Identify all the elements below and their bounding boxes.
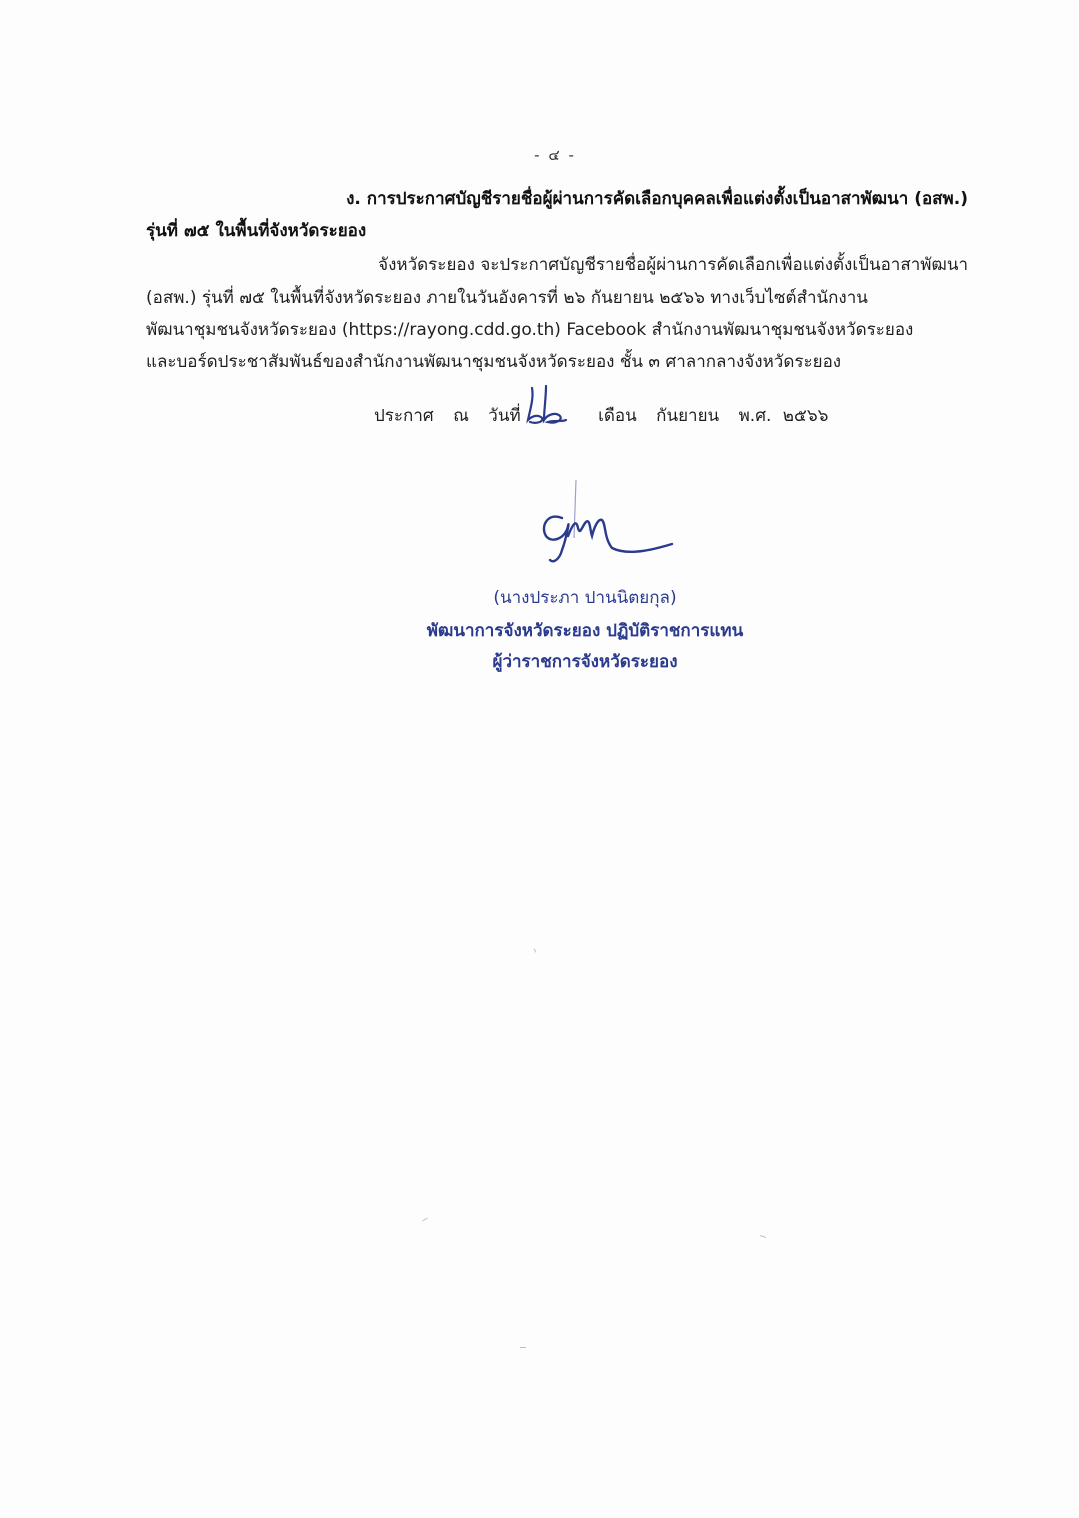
- date-year: ๒๕๖๖: [782, 406, 829, 426]
- date-month-label: เดือน: [598, 406, 637, 426]
- signatory-name: (นางประภา ปานนิตยกุล): [493, 588, 677, 608]
- date-at: ณ: [453, 406, 469, 426]
- paragraph-line-3: พัฒนาชุมชนจังหวัดระยอง (https://rayong.cdd.go.th) Facebook สำนักงานพัฒนาชุมชนจังหวัดระยอง: [146, 320, 914, 340]
- section-heading-line-1: ง. การประกาศบัญชีรายชื่อผู้ผ่านการคัดเลือกบุคคลเพื่อแต่งตั้งเป็นอาสาพัฒนา (อสพ.): [346, 189, 968, 209]
- section-heading-line-2: รุ่นที่ ๗๕ ในพื้นที่จังหวัดระยอง: [146, 221, 367, 241]
- signatory-position: พัฒนาการจังหวัดระยอง ปฏิบัติราชการแทน: [426, 621, 744, 641]
- date-day-label: วันที่: [488, 406, 521, 426]
- paragraph-line-2: (อสพ.) รุ่นที่ ๗๕ ในพื้นที่จังหวัดระยอง ภายในวันอังคารที่ ๒๖ กันยายน ๒๕๖๖ ทางเว็บไซต์สำนักงาน: [146, 288, 868, 308]
- paragraph-line-1: จังหวัดระยอง จะประกาศบัญชีรายชื่อผู้ผ่านการคัดเลือกเพื่อแต่งตั้งเป็นอาสาพัฒนา: [378, 255, 968, 275]
- signatory-acting-for: ผู้ว่าราชการจังหวัดระยอง: [492, 652, 678, 672]
- date-prefix: ประกาศ: [374, 406, 434, 426]
- announcement-date: [374, 402, 842, 429]
- signature: [532, 478, 682, 574]
- date-era: พ.ศ.: [738, 406, 772, 426]
- scan-speck: [422, 1218, 428, 1222]
- scan-speck: [760, 1235, 766, 1238]
- page-number: - ๔ -: [534, 146, 576, 164]
- scan-speck: [534, 948, 536, 952]
- scan-speck: [520, 1347, 526, 1348]
- handwritten-day-numeral: [522, 384, 570, 428]
- date-month: กันยายน: [656, 406, 720, 426]
- paragraph-line-4: และบอร์ดประชาสัมพันธ์ของสำนักงานพัฒนาชุมชนจังหวัดระยอง ชั้น ๓ ศาลากลางจังหวัดระยอง: [146, 352, 842, 372]
